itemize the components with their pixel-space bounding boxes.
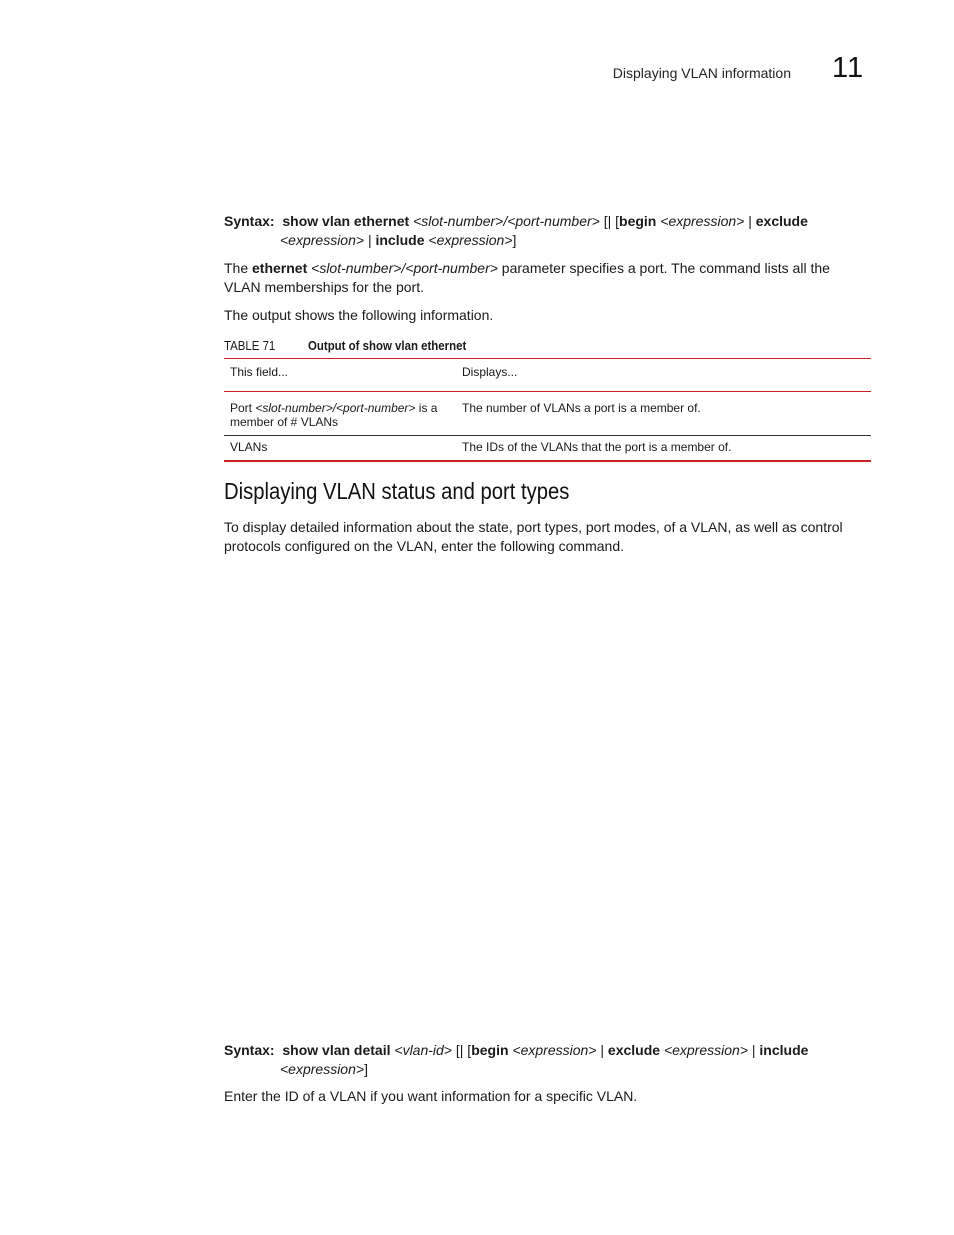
field-cell [224,392,456,436]
column-header-field: This field... [230,365,289,379]
table-header-row [224,359,871,392]
close-bracket: ] [364,1061,368,1077]
separator: | [600,1042,605,1058]
expression-argument: <expression> [428,232,513,248]
table-title: Output of show vlan ethernet [308,338,467,353]
chapter-number: 11 [832,52,865,84]
table-number: TABLE 71 [224,338,276,353]
pipe-bracket: [| [ [455,1042,472,1058]
syntax-block-show-vlan-ethernet [224,212,864,250]
text-run: is a member of # VLANs [230,401,438,429]
command-keyword: show vlan detail [282,1042,391,1058]
port-argument: <slot-number>/<port-number> [255,401,416,415]
display-cell: The IDs of the VLANs that the port is a member of. [462,440,732,454]
expression-argument: <expression> [660,213,745,229]
text-run: Port [230,401,256,415]
separator: | [367,232,372,248]
vlan-id-description: Enter the ID of a VLAN if you want information for a specific VLAN. [224,1088,638,1104]
command-keyword: show vlan ethernet [282,213,410,229]
section-heading: Displaying VLAN status and port types [224,478,570,504]
port-argument: <slot-number>/<port-number> [311,260,498,276]
exclude-keyword: exclude [607,1042,661,1058]
column-header-displays: Displays... [462,365,518,379]
include-keyword: include [759,1042,809,1058]
begin-keyword: begin [619,213,657,229]
table-caption [224,338,488,353]
separator: | [751,1042,756,1058]
text-run: parameter specifies a port. The command lists all the VLAN memberships for the port. [224,260,830,295]
display-cell: The number of VLANs a port is a member of. [462,401,701,415]
ethernet-parameter-description [224,259,864,297]
pipe-bracket: [| [ [603,213,620,229]
output-table [224,358,871,462]
syntax-block-show-vlan-detail [224,1041,864,1079]
command-argument: <slot-number>/<port-number> [413,213,600,229]
syntax-label: Syntax: [224,213,275,229]
include-keyword: include [375,232,425,248]
syntax-label: Syntax: [224,1042,275,1058]
separator: | [748,213,752,229]
close-bracket: ] [512,232,517,248]
table-row [224,436,871,462]
table-row [224,392,871,436]
text-run: The [224,260,253,276]
exclude-keyword: exclude [755,213,808,229]
expression-argument: <expression> [280,1061,365,1077]
expression-argument: <expression> [280,232,365,248]
command-argument: <vlan-id> [394,1042,452,1058]
running-header-title: Displaying VLAN information [612,65,791,81]
begin-keyword: begin [471,1042,509,1058]
expression-argument: <expression> [663,1042,748,1058]
expression-argument: <expression> [512,1042,597,1058]
section-intro: To display detailed information about the state, port types, port modes, of a VLAN, as well as control protocols configured on the VLAN, enter the following command. [224,519,843,554]
field-cell: VLANs [230,440,268,454]
ethernet-keyword: ethernet [252,260,308,276]
output-intro: The output shows the following information. [224,307,494,323]
